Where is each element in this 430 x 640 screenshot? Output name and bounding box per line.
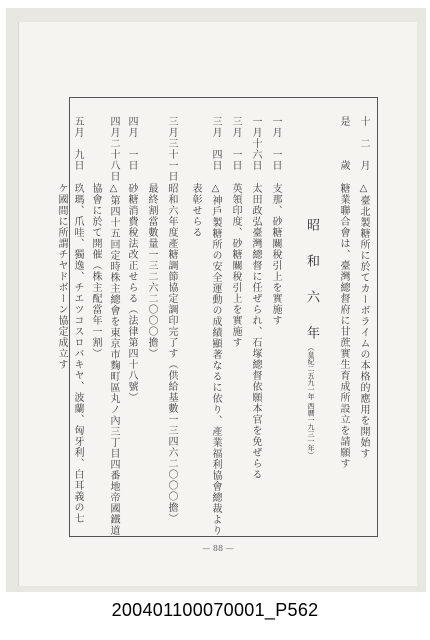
entry-text: 太田政弘臺灣總督に任ぜられ、石塚總督依願本官を免ぜらる — [250, 183, 261, 480]
entry-text: 砂糖消費稅法改正せらる（法律第四十八號） — [126, 183, 137, 403]
entry-date: 三月 一日 — [230, 116, 241, 171]
entry-text: 支那、砂糖關稅引上を實施す — [270, 183, 281, 326]
entry-continuation: 協會に於て開催（株主配當年一割） — [90, 183, 101, 359]
entry-date: 一月 一日 — [270, 116, 281, 171]
year-heading — [305, 218, 317, 458]
entry-date: 三月 四日 — [210, 116, 221, 171]
entry-date: 四月二十八日 — [108, 116, 119, 182]
entry-date: 十 二 月 — [358, 116, 369, 171]
entry-text: △第四十五回定時株主總會を東京市麴町區丸ノ內三丁目四番地帝國鐵道 — [108, 183, 119, 536]
scanned-page — [6, 8, 426, 592]
entry-text: 糖業聯合會は、臺灣總督府に甘蔗實生育成所設立を請願す — [338, 183, 349, 469]
entry-date: 是 歲 — [338, 116, 349, 171]
entry-text: 昭和六年度產糖調節協定調印完了す（供給基數一三四六二〇〇〇擔） — [166, 183, 177, 524]
entry-continuation: 最終割當數量一三二六二〇〇〇擔） — [146, 183, 157, 359]
entry-text: △神戶製糖所の安全運動の成績顯著なるに依り、產業福利協會總裁より — [210, 183, 221, 536]
text-frame — [56, 97, 378, 537]
entry-date: 三月三十一日 — [166, 116, 177, 182]
entry-date: 五月 九日 — [72, 116, 83, 171]
image-caption: 200401100070001_P562 — [111, 600, 319, 620]
page-number: — 88 — — [202, 544, 234, 553]
paper-sheet — [18, 22, 417, 586]
entry-date: 一月十六日 — [250, 116, 261, 171]
entry-date: 四月 一日 — [126, 116, 137, 171]
entry-text: 玖瑪、爪哇、獨逸、チエツコスロバキヤ、波蘭、匈牙利、白耳義の七 — [72, 183, 83, 524]
era-note: （皇紀二五九一年 西曆一九三一年） — [307, 344, 315, 459]
year-label: 昭 和 六 年 — [304, 218, 319, 344]
entry-continuation: 表彰せらる — [190, 183, 201, 238]
entry-continuation: ケ國間に所謂チヤドボーン協定成立す — [56, 183, 67, 370]
entry-text: 英領印度、砂糖關稅引上を實施す — [230, 183, 241, 348]
entry-text: △臺北製糖所に於てカーボライムの本格的應用を開始す — [358, 183, 369, 459]
